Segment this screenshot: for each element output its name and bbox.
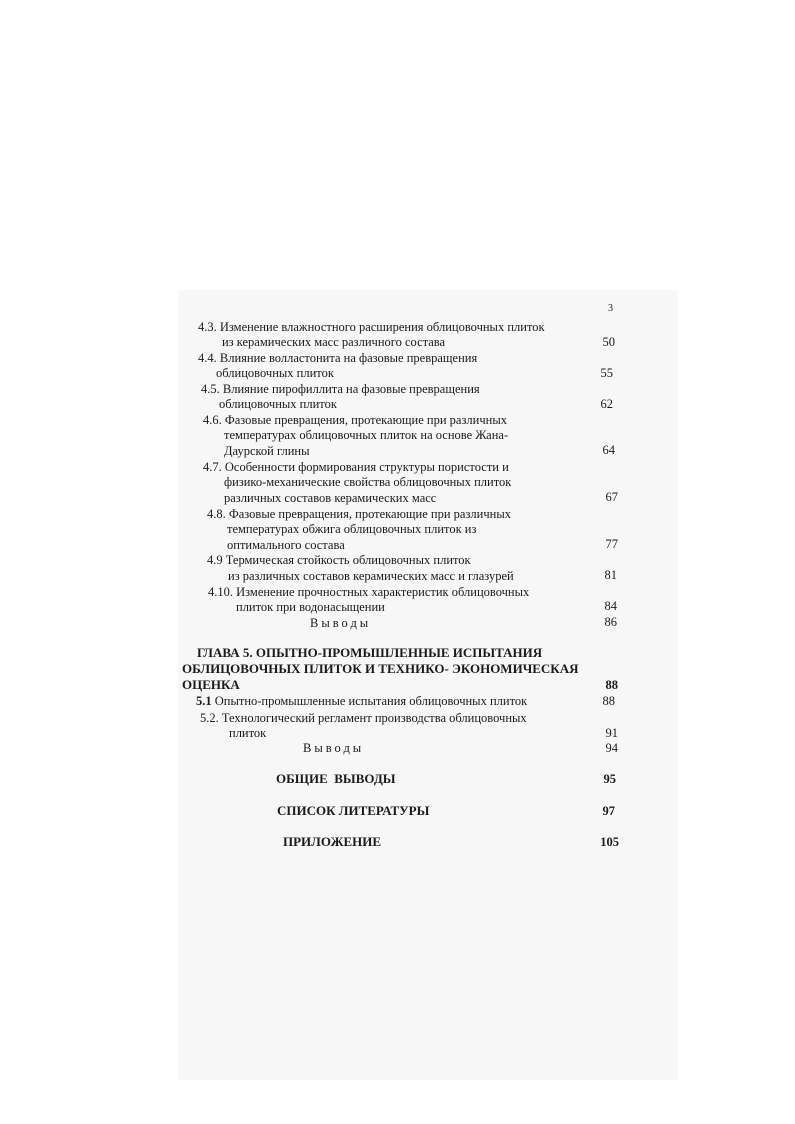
toc-entry-4-6-line1: 4.6. Фазовые превращения, протекающие при различных bbox=[203, 413, 507, 427]
toc-entry-4-5-page: 62 bbox=[600, 397, 613, 411]
appendix-label: ПРИЛОЖЕНИЕ bbox=[283, 834, 382, 849]
chapter5-title-line3: ОЦЕНКА bbox=[182, 677, 240, 692]
toc-entry-5-2-page: 91 bbox=[605, 726, 618, 740]
toc-entry-4-6-line3: Даурской глины bbox=[224, 444, 310, 458]
toc-entry-4-10-page: 84 bbox=[604, 599, 617, 613]
toc-entry-4-5-line2: облицовочных плиток bbox=[219, 397, 337, 411]
toc-entry-4-6-page: 64 bbox=[602, 443, 615, 457]
toc-entry-4-5-line1: 4.5. Влияние пирофиллита на фазовые превращения bbox=[201, 382, 480, 396]
toc-entry-4-8-line1: 4.8. Фазовые превращения, протекающие при различных bbox=[207, 507, 511, 521]
toc-entry-4-9-page: 81 bbox=[604, 568, 617, 582]
toc-entry-5-2-line2: плиток bbox=[229, 726, 267, 740]
toc-entry-5-1-number: 5.1 bbox=[196, 694, 212, 708]
toc-entry-4-7-line2: физико-механические свойства облицовочных плиток bbox=[224, 475, 512, 489]
toc-entry-conclusions-ch5: Выводы bbox=[303, 741, 365, 755]
chapter5-page: 88 bbox=[605, 678, 618, 692]
toc-entry-4-4-line2: облицовочных плиток bbox=[216, 366, 334, 380]
toc-entry-conclusions-ch5-page: 94 bbox=[605, 741, 618, 755]
general-conclusions-page: 95 bbox=[603, 772, 616, 786]
toc-entry-4-3-page: 50 bbox=[602, 335, 615, 349]
toc-entry-4-3-line2: из керамических масс различного состава bbox=[222, 335, 446, 349]
references-page: 97 bbox=[602, 804, 615, 818]
toc-entry-5-1-text: Опытно-промышленные испытания облицовочных плиток bbox=[214, 694, 528, 708]
toc-entry-4-9-line2: из различных составов керамических масс и глазурей bbox=[228, 569, 514, 583]
toc-entry-4-8-line3: оптимального состава bbox=[227, 538, 345, 552]
page-number: 3 bbox=[608, 303, 613, 314]
toc-entry-5-2-line1: 5.2. Технологический регламент производства облицовочных bbox=[200, 711, 527, 725]
general-conclusions-label: ОБЩИЕ ВЫВОДЫ bbox=[276, 771, 396, 786]
toc-entry-4-4-line1: 4.4. Влияние волластонита на фазовые превращения bbox=[198, 351, 478, 365]
toc-entry-4-6-line2: температурах облицовочных плиток на основе Жана- bbox=[224, 428, 509, 442]
toc-entry-4-4-page: 55 bbox=[600, 366, 613, 380]
toc-entry-4-9-line1: 4.9 Термическая стойкость облицовочных плиток bbox=[207, 553, 471, 567]
chapter5-title-line2: ОБЛИЦОВОЧНЫХ ПЛИТОК И ТЕХНИКО- ЭКОНОМИЧЕСКАЯ bbox=[182, 661, 579, 676]
toc-entry-4-8-line2: температурах обжига облицовочных плиток из bbox=[227, 522, 477, 536]
toc-entry-4-7-line1: 4.7. Особенности формирования структуры пористости и bbox=[203, 460, 509, 474]
toc-entry-4-3-line1: 4.3. Изменение влажностного расширения облицовочных плиток bbox=[198, 320, 545, 334]
toc-entry-4-8-page: 77 bbox=[605, 537, 618, 551]
toc-entry-5-1 bbox=[196, 694, 527, 708]
toc-entry-conclusions-ch4: Выводы bbox=[310, 616, 372, 630]
toc-entry-conclusions-ch4-page: 86 bbox=[604, 615, 617, 629]
toc-entry-4-7-page: 67 bbox=[605, 490, 618, 504]
appendix-page: 105 bbox=[600, 835, 619, 849]
chapter5-title-line1: ГЛАВА 5. ОПЫТНО-ПРОМЫШЛЕННЫЕ ИСПЫТАНИЯ bbox=[197, 645, 543, 660]
toc-entry-4-10-line2: плиток при водонасыщении bbox=[236, 600, 385, 614]
toc-entry-4-10-line1: 4.10. Изменение прочностных характеристик облицовочных bbox=[208, 585, 530, 599]
references-label: СПИСОК ЛИТЕРАТУРЫ bbox=[277, 803, 430, 818]
toc-entry-5-1-page: 88 bbox=[602, 694, 615, 708]
toc-entry-4-7-line3: различных составов керамических масс bbox=[224, 491, 437, 505]
